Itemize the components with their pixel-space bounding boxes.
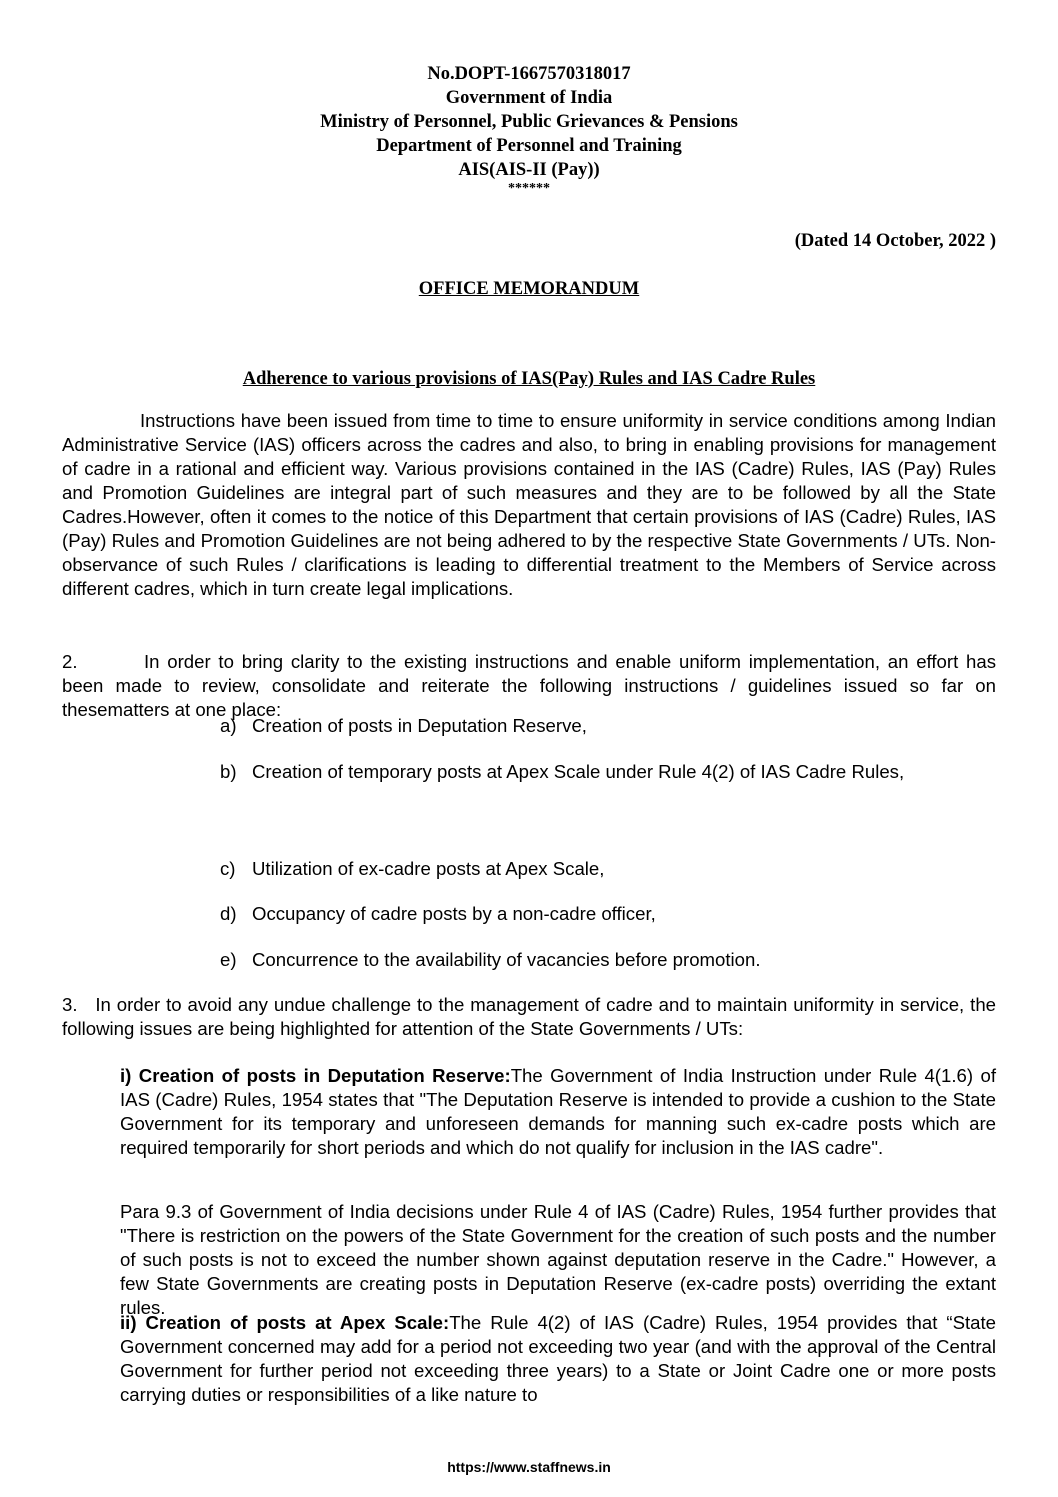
list-text: Creation of posts in Deputation Reserve, xyxy=(252,715,587,736)
section-i-heading: i) Creation of posts in Deputation Reserve: xyxy=(120,1065,511,1086)
list-text: Occupancy of cadre posts by a non-cadre officer, xyxy=(252,903,656,924)
list-item xyxy=(220,857,940,882)
paragraph-number: 2. xyxy=(62,651,78,672)
paragraph-9-3: Para 9.3 of Government of India decisions under Rule 4 of IAS (Cadre) Rules, 1954 further provides that "There is restriction on the powers of the State Government for the creation of such posts and the number of such posts is not to exceed the number shown against deputation reserve in the Cadre." However, a few State Governments are creating posts in Deputation Reserve (ex-cadre posts) overriding the extant rules. xyxy=(120,1201,996,1318)
file-number: No.DOPT-1667570318017 xyxy=(427,64,631,84)
section-ii xyxy=(120,1311,996,1407)
list-text: Utilization of ex-cadre posts at Apex Scale, xyxy=(252,858,605,879)
list-label: d) xyxy=(220,903,237,924)
section-i xyxy=(120,1064,996,1160)
list-label: a) xyxy=(220,715,237,736)
ministry-name: Ministry of Personnel, Public Grievances & Pensions xyxy=(320,112,738,132)
paragraph-2 xyxy=(62,650,996,722)
footer-url[interactable]: https://www.staffnews.in xyxy=(447,1459,611,1475)
paragraph-1: Instructions have been issued from time to time to ensure uniformity in service conditions among Indian Administrative Service (IAS) officers across the cadres and also, to bring in enabling provisions for management of cadre in a rational and efficient way. Various provisions contained in the IAS (Cadre) Rules, IAS (Pay) Rules and Promotion Guidelines are integral part of such measures and they are to be followed by all the State Cadres.However, often it comes to the notice of this Department that certain provisions of IAS (Cadre) Rules, IAS (Pay) Rules and Promotion Guidelines are not being adhered to by the respective State Governments / UTs. Non-observance of such Rules / clarifications is leading to differential treatment to the Members of Service across different cadres, which in turn create legal implications. xyxy=(62,410,996,599)
paragraph-3: 3. In order to avoid any undue challenge to the management of cadre and to maintain uniformity in service, the following issues are being highlighted for attention of the State Governments / UTs: xyxy=(62,994,1002,1039)
list-label: c) xyxy=(220,858,236,879)
section-ii-heading: ii) Creation of posts at Apex Scale: xyxy=(120,1312,450,1333)
list-item xyxy=(220,902,940,927)
list-text: Concurrence to the availability of vacancies before promotion. xyxy=(252,949,761,970)
date-line: (Dated 14 October, 2022 ) xyxy=(794,231,996,251)
section-i-text: The Government of India Instruction under Rule 4(1.6) of IAS (Cadre) Rules, 1954 states that "The Deputation Reserve is intended to provide a cushion to the State Government for its temporary and unforeseen demands for manning such ex-cadre posts which are required temporarily for short periods and which do not qualify for inclusion in the IAS cadre". xyxy=(120,1065,996,1158)
document-type: OFFICE MEMORANDUM xyxy=(418,279,640,299)
department-name: Department of Personnel and Training xyxy=(376,136,682,156)
list-label: e) xyxy=(220,949,237,970)
list-item xyxy=(220,760,940,785)
list-label: b) xyxy=(220,761,237,782)
section-name: AIS(AIS-II (Pay)) xyxy=(458,160,600,180)
section-ii-text: The Rule 4(2) of IAS (Cadre) Rules, 1954 provides that “State Government concerned may add for a period not exceeding two year (and with the approval of the Central Government for further period not exceeding three years) to a State or Joint Cadre one or more posts carrying duties or responsibilities of a like nature to xyxy=(120,1312,997,1405)
list-item xyxy=(220,714,940,739)
subject-line: Adherence to various provisions of IAS(Pay) Rules and IAS Cadre Rules xyxy=(242,369,816,389)
list-text: Creation of temporary posts at Apex Scale under Rule 4(2) of IAS Cadre Rules, xyxy=(252,761,905,782)
list-item xyxy=(220,948,940,973)
government-name: Government of India xyxy=(445,88,613,108)
paragraph-2-text: In order to bring clarity to the existing instructions and enable uniform implementation, an effort has been made to review, consolidate and reiterate the following instructions / guidelines issued so far on thesematters at one place: xyxy=(62,651,996,720)
separator: ****** xyxy=(508,181,550,196)
